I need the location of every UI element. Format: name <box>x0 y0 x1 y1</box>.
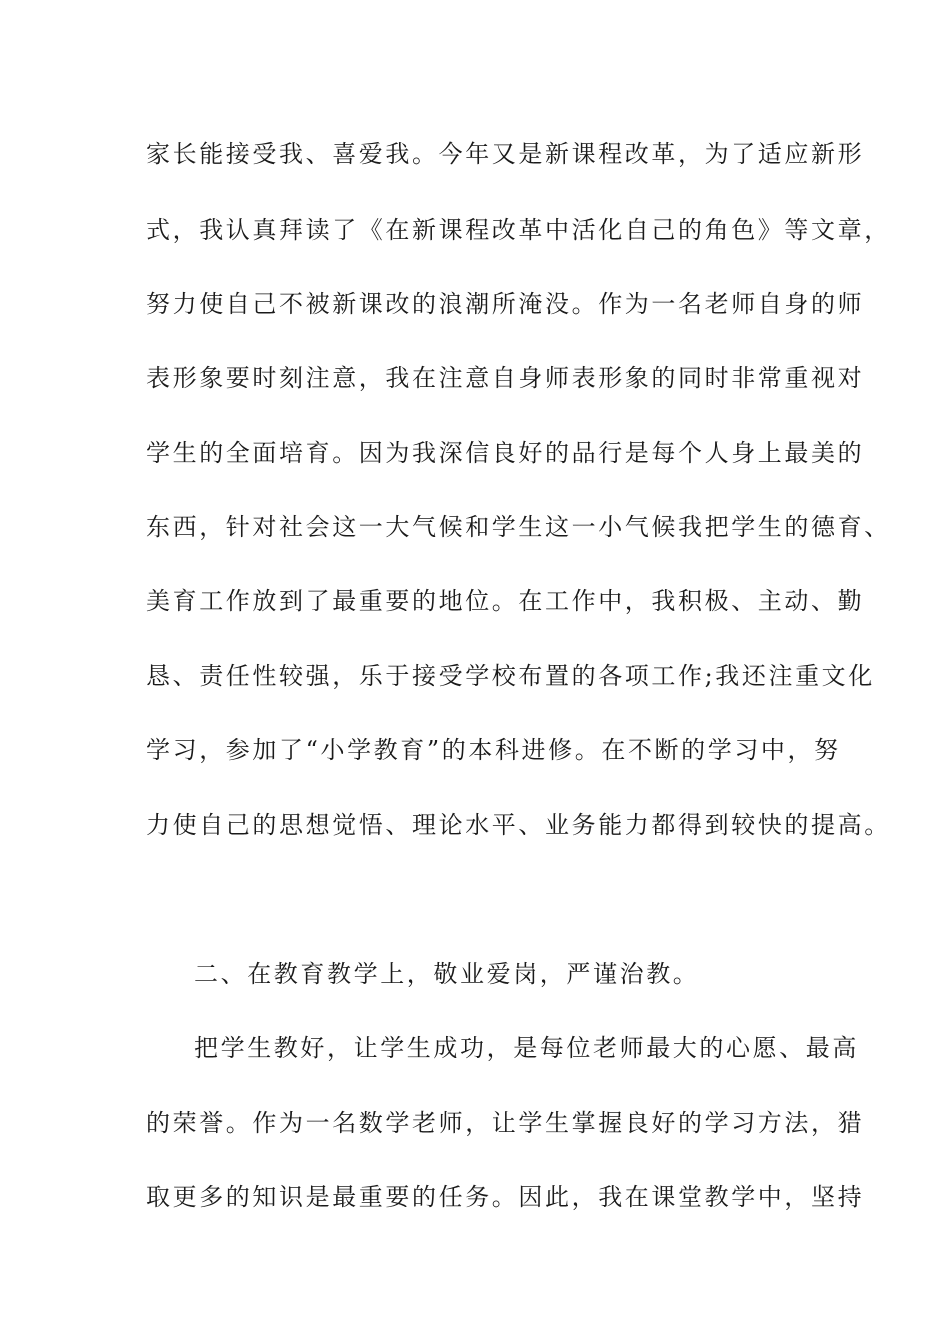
paragraph-line: 把学生教好，让学生成功，是每位老师最大的心愿、最高 <box>194 1034 859 1062</box>
paragraph-line: 东西，针对社会这一大气候和学生这一小气候我把学生的德育、 <box>146 513 891 541</box>
paragraph-line: 式，我认真拜读了《在新课程改革中活化自己的角色》等文章， <box>146 216 891 244</box>
paragraph-line: 学生的全面培育。因为我深信良好的品行是每个人身上最美的 <box>146 439 865 467</box>
paragraph-line: 努力使自己不被新课改的浪潮所淹没。作为一名老师自身的师 <box>146 290 865 318</box>
paragraph-line: 力使自己的思想觉悟、理论水平、业务能力都得到较快的提高。 <box>146 811 891 839</box>
paragraph-line: 学习，参加了“小学教育”的本科进修。在不断的学习中，努 <box>146 736 841 764</box>
paragraph-line: 美育工作放到了最重要的地位。在工作中，我积极、主动、勤 <box>146 587 865 615</box>
paragraph-line: 恳、责任性较强，乐于接受学校布置的各项工作;我还注重文化 <box>146 662 875 690</box>
paragraph-line: 取更多的知识是最重要的任务。因此，我在课堂教学中，坚持 <box>146 1183 865 1211</box>
paragraph-line: 的荣誉。作为一名数学老师，让学生掌握良好的学习方法，猎 <box>146 1109 865 1137</box>
paragraph-line: 家长能接受我、喜爱我。今年又是新课程改革，为了适应新形 <box>146 140 865 168</box>
paragraph-line: 表形象要时刻注意，我在注意自身师表形象的同时非常重视对 <box>146 364 865 392</box>
section-heading: 二、在教育教学上，敬业爱岗，严谨治教。 <box>194 960 700 988</box>
